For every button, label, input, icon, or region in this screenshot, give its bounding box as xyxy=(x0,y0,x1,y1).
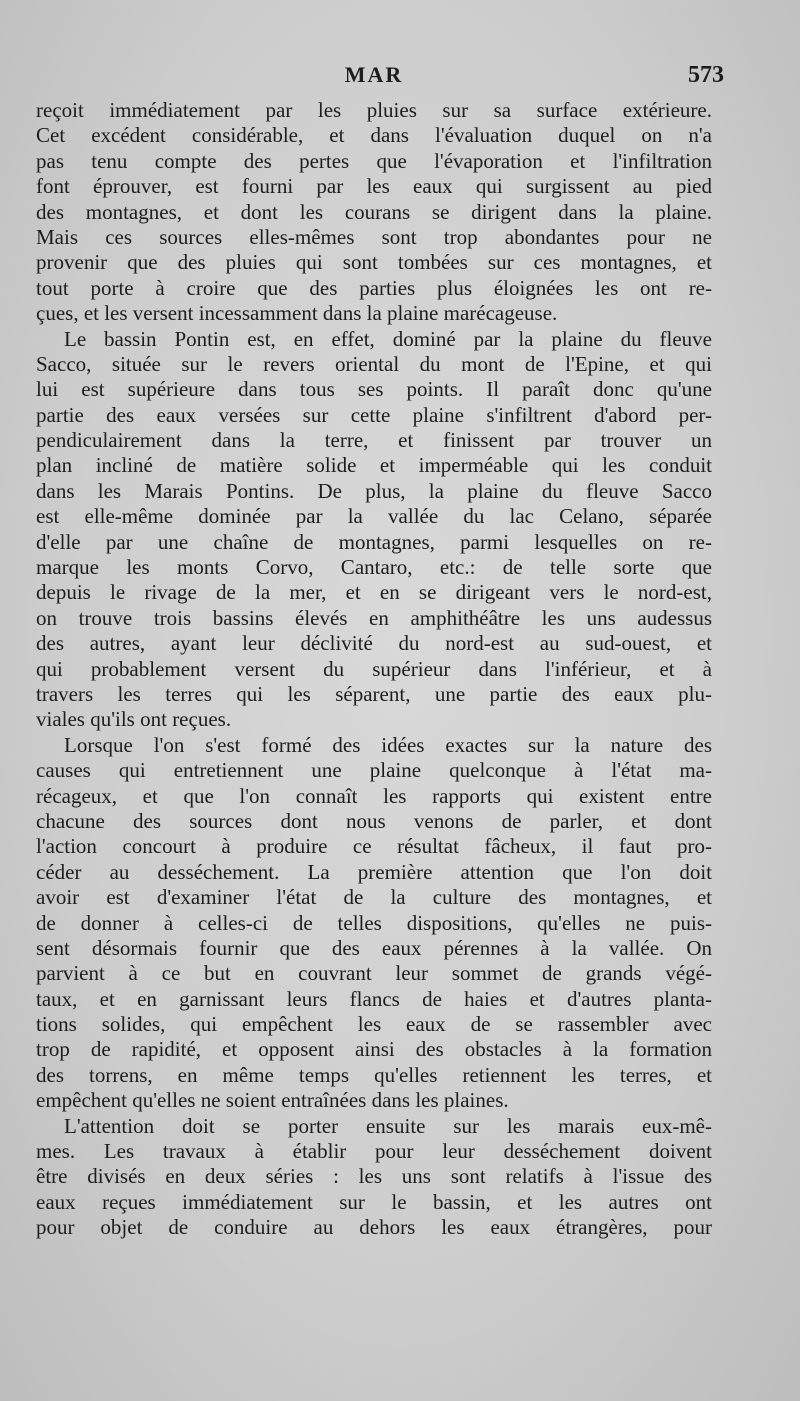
text-line: pas tenu compte des pertes que l'évaporation et l'infiltration xyxy=(36,148,712,173)
text-line: causes qui entretiennent une plaine quelconque à l'état ma- xyxy=(36,758,712,783)
text-line: des torrens, en même temps qu'elles retiennent les terres, et xyxy=(36,1062,712,1087)
text-line: partie des eaux versées sur cette plaine s'infiltrent d'abord per- xyxy=(36,402,712,427)
text-line: avoir est d'examiner l'état de la culture des montagnes, et xyxy=(36,885,712,910)
text-line: céder au desséchement. La première attention que l'on doit xyxy=(36,859,712,884)
text-line: est elle-même dominée par la vallée du lac Celano, séparée xyxy=(36,504,712,529)
text-line: taux, et en garnissant leurs flancs de haies et d'autres planta- xyxy=(36,986,712,1011)
text-line: d'elle par une chaîne de montagnes, parmi lesquelles on re- xyxy=(36,529,712,554)
text-line: çues, et les versent incessamment dans la plaine marécageuse. xyxy=(36,301,558,326)
text-line: des autres, ayant leur déclivité du nord-est au sud-ouest, et xyxy=(36,631,712,656)
text-line: Cet excédent considérable, et dans l'évaluation duquel on n'a xyxy=(36,123,712,148)
text-line: Le bassin Pontin est, en effet, dominé par la plaine du fleuve xyxy=(64,326,712,351)
text-line: eaux reçues immédiatement sur le bassin, et les autres ont xyxy=(36,1189,712,1214)
text-line: provenir que des pluies qui sont tombées sur ces montagnes, et xyxy=(36,250,712,275)
text-line: travers les terres qui les séparent, une partie des eaux plu- xyxy=(36,681,712,706)
page-number: 573 xyxy=(688,62,724,88)
text-line: pour objet de conduire au dehors les eaux étrangères, pour xyxy=(36,1215,712,1240)
text-line: de donner à celles-ci de telles dispositions, qu'elles ne puis- xyxy=(36,910,712,935)
text-line: empêchent qu'elles ne soient entraînées dans les plaines. xyxy=(36,1088,509,1113)
text-line: tout porte à croire que des parties plus éloignées les ont re- xyxy=(36,275,712,300)
text-line: qui probablement versent du supérieur dans l'inférieur, et à xyxy=(36,656,712,681)
text-line: mes. Les travaux à établir pour leur desséchement doivent xyxy=(36,1139,712,1164)
text-line: parvient à ce but en couvrant leur sommet de grands végé- xyxy=(36,961,712,986)
text-line: lui est supérieure dans tous ses points. Il paraît donc qu'une xyxy=(36,377,712,402)
text-line: viales qu'ils ont reçues. xyxy=(36,707,232,732)
text-line: reçoit immédiatement par les pluies sur sa surface extérieure. xyxy=(36,98,712,122)
text-line: chacune des sources dont nous venons de parler, et dont xyxy=(36,808,712,833)
text-line: L'attention doit se porter ensuite sur les marais eux-mê- xyxy=(64,1113,712,1138)
text-line: récageux, et que l'on connaît les rapports qui existent entre xyxy=(36,783,712,808)
text-line: on trouve trois bassins élevés en amphithéâtre les uns audessus xyxy=(36,605,712,630)
page-header xyxy=(36,62,724,92)
blank-bottom-margin xyxy=(0,1270,800,1401)
text-line: tions solides, qui empêchent les eaux de se rassembler avec xyxy=(36,1012,712,1037)
running-title: MAR xyxy=(344,62,404,87)
text-line: dans les Marais Pontins. De plus, la plaine du fleuve Sacco xyxy=(36,478,712,503)
text-line: Sacco, située sur le revers oriental du mont de l'Epine, et qui xyxy=(36,351,712,376)
text-line: font éprouver, est fourni par les eaux qui surgissent au pied xyxy=(36,174,712,199)
text-line: plan incliné de matière solide et imperméable qui les conduit xyxy=(36,453,712,478)
text-line: trop de rapidité, et opposent ainsi des obstacles à la formation xyxy=(36,1037,712,1062)
body-text xyxy=(36,98,712,1241)
text-line: marque les monts Corvo, Cantaro, etc.: de telle sorte que xyxy=(36,555,712,580)
text-line: être divisés en deux séries : les uns sont relatifs à l'issue des xyxy=(36,1164,712,1189)
text-line: Lorsque l'on s'est formé des idées exactes sur la nature des xyxy=(64,732,712,757)
text-line: Mais ces sources elles-mêmes sont trop abondantes pour ne xyxy=(36,224,712,249)
text-line: des montagnes, et dont les courans se dirigent dans la plaine. xyxy=(36,199,712,224)
text-line: depuis le rivage de la mer, et en se dirigeant vers le nord-est, xyxy=(36,580,712,605)
text-line: l'action concourt à produire ce résultat fâcheux, il faut pro- xyxy=(36,834,712,859)
text-line: sent désormais fournir que des eaux pérennes à la vallée. On xyxy=(36,935,712,960)
text-line: pendiculairement dans la terre, et finissent par trouver un xyxy=(36,428,712,453)
